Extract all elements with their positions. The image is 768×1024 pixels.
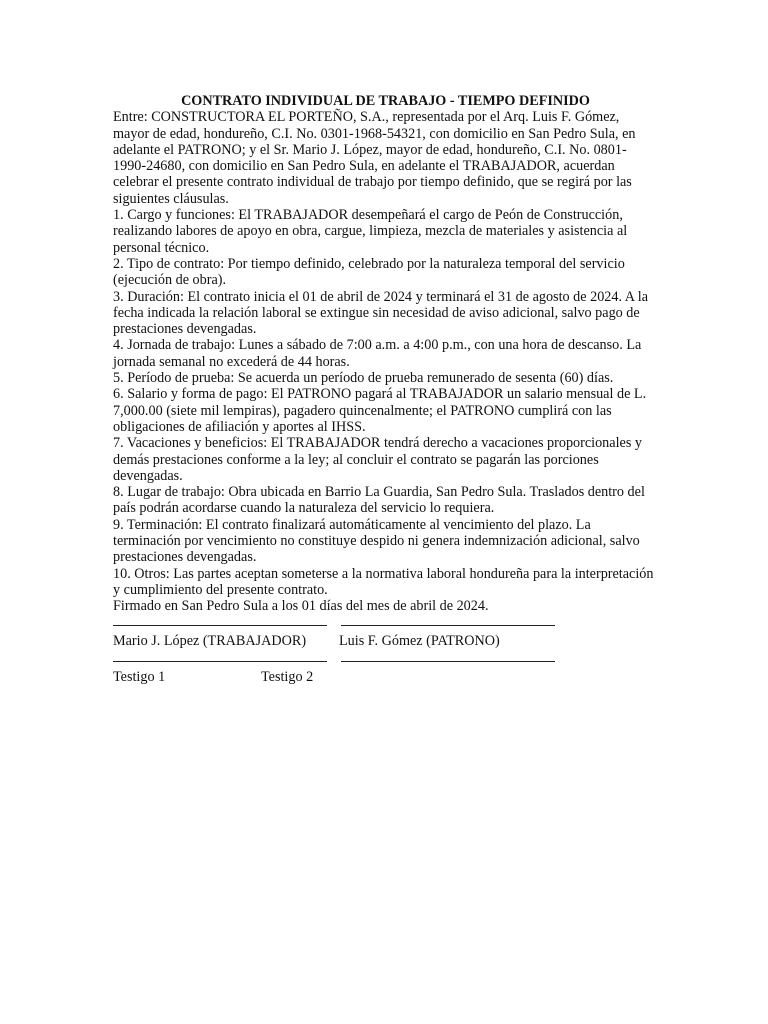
signing-statement: Firmado en San Pedro Sula a los 01 días del mes de abril de 2024. <box>113 598 489 615</box>
signature-lines-witnesses <box>113 653 658 669</box>
clause-2: 2. Tipo de contrato: Por tiempo definido, celebrado por la naturaleza temporal del servicio (ejecución de obra). <box>113 255 625 289</box>
signature-labels-parties <box>113 633 658 651</box>
contract-intro: Entre: CONSTRUCTORA EL PORTEÑO, S.A., representada por el Arq. Luis F. Gómez, mayor de edad, hondureño, C.I. No. 0301-1968-54321, con domicilio en San Pedro Sula, en adelante el PATRONO; y el Sr. Mario J. López, mayor de edad, hondureño, C.I. No. 0801-1990-24680, con domicilio en San Pedro Sula, en adelante el TRABAJADOR, acuerdan celebrar el presente contrato individual de trabajo por tiempo definido, que se regirá por las siguientes cláusulas. <box>113 109 636 207</box>
clause-7: 7. Vacaciones y beneficios: El TRABAJADOR tendrá derecho a vacaciones proporcionales y demás prestaciones conforme a la ley; al concluir el contrato se pagarán las porciones devengadas. <box>113 435 642 484</box>
contract-title: CONTRATO INDIVIDUAL DE TRABAJO - TIEMPO DEFINIDO <box>181 93 590 109</box>
clause-4: 4. Jornada de trabajo: Lunes a sábado de 7:00 a.m. a 4:00 p.m., con una hora de descanso. La jornada semanal no excederá de 44 horas. <box>113 337 642 370</box>
witness2-label: Testigo 2 <box>261 668 314 685</box>
signature-labels-witnesses <box>113 669 658 687</box>
clause-1: 1. Cargo y funciones: El TRABAJADOR desempeñará el cargo de Peón de Construcción, realizando labores de apoyo en obra, cargue, limpieza, mezcla de materiales y asistencia al personal técnico. <box>113 207 628 256</box>
worker-signature-label: Mario J. López (TRABAJADOR) <box>113 632 307 649</box>
clause-5: 5. Período de prueba: Se acuerda un período de prueba remunerado de sesenta (60) días. <box>113 370 614 387</box>
worker-signature-line <box>113 625 327 626</box>
clause-6: 6. Salario y forma de pago: El PATRONO pagará al TRABAJADOR un salario mensual de L. 7,000.00 (siete mil lempiras), pagadero quincenalmente; el PATRONO cumplirá con las obligaciones de afiliación y aportes al IHSS. <box>113 386 647 435</box>
witness1-label: Testigo 1 <box>113 668 166 685</box>
employer-signature-line <box>341 625 555 626</box>
witness2-signature-line <box>341 661 555 662</box>
clause-10: 10. Otros: Las partes aceptan someterse a la normativa laboral hondureña para la interpretación y cumplimiento del presente contrato. <box>113 565 654 598</box>
clause-9: 9. Terminación: El contrato finalizará automáticamente al vencimiento del plazo. La terminación por vencimiento no constituye despido ni genera indemnización adicional, salvo prestaciones devengadas. <box>113 516 640 566</box>
clause-3: 3. Duración: El contrato inicia el 01 de abril de 2024 y terminará el 31 de agosto de 2024. A la fecha indicada la relación laboral se extingue sin necesidad de aviso adicional, salvo pago de prestaciones devengadas. <box>113 288 649 338</box>
employer-signature-label: Luis F. Gómez (PATRONO) <box>339 632 500 649</box>
witness1-signature-line <box>113 661 327 662</box>
clause-8: 8. Lugar de trabajo: Obra ubicada en Barrio La Guardia, San Pedro Sula. Traslados dentro del país podrán acordarse cuando la naturaleza del servicio lo requiera. <box>113 484 645 517</box>
contract-document <box>113 93 658 687</box>
signature-lines-parties <box>113 617 658 633</box>
